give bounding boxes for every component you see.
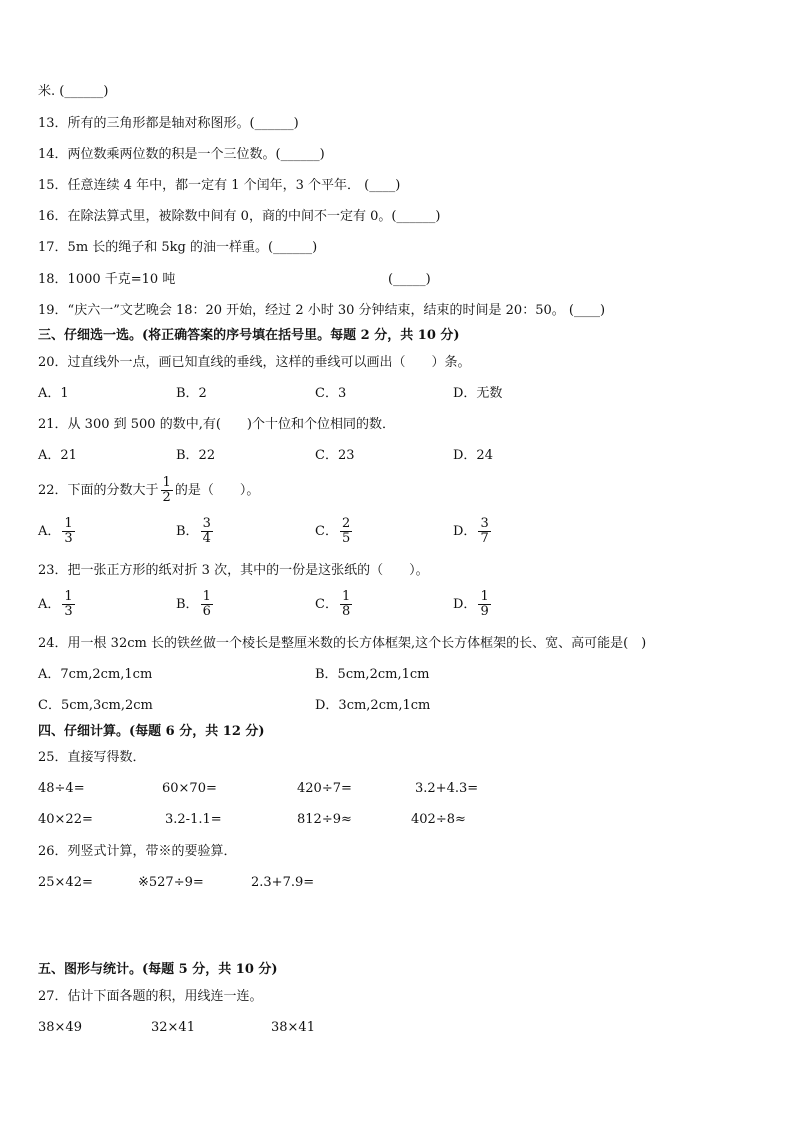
question-22-stem	[38, 476, 259, 505]
fraction-numerator: 3	[202, 516, 211, 531]
q21-option-a: A．21	[38, 448, 77, 463]
q20-option-b: B．2	[176, 386, 207, 401]
fraction-denominator: 3	[64, 531, 73, 546]
option-label: B．	[176, 524, 199, 539]
fraction-denominator: 9	[480, 604, 489, 619]
q22-stem-fraction	[161, 476, 173, 505]
q24-option-a: A．7cm,2cm,1cm	[38, 667, 153, 682]
question-18-blank: (_____)	[388, 272, 431, 287]
q23-option-d	[453, 590, 493, 619]
q25-item: 48÷4=	[38, 781, 85, 796]
question-19: 19．“庆六一”文艺晚会 18：20 开始，经过 2 小时 30 分钟结束，结束的时间是 20：50。 (____)	[38, 303, 606, 318]
section-4-title: 四、仔细计算。(每题 6 分，共 12 分)	[38, 724, 265, 739]
option-fraction	[201, 590, 213, 619]
q20-option-a: A．1	[38, 386, 69, 401]
q22-option-a	[38, 517, 77, 546]
question-27-stem: 27．估计下面各题的积，用线连一连。	[38, 989, 263, 1004]
q21-option-c: C．23	[315, 448, 355, 463]
q27-item: 32×41	[151, 1020, 195, 1035]
question-15: 15．任意连续 4 年中，都一定有 1 个闰年，3 个平年． (____)	[38, 178, 401, 193]
q22-option-c	[315, 517, 354, 546]
option-fraction	[340, 590, 352, 619]
fraction-numerator: 1	[64, 516, 73, 531]
question-23-stem: 23．把一张正方形的纸对折 3 次，其中的一份是这张纸的（ ）。	[38, 563, 429, 578]
fraction-denominator: 6	[202, 604, 211, 619]
q25-item: 402÷8≈	[411, 812, 466, 827]
fraction-numerator: 1	[64, 589, 73, 604]
option-label: D．	[453, 597, 477, 612]
option-fraction	[340, 517, 352, 546]
q24-option-b: B．5cm,2cm,1cm	[315, 667, 430, 682]
question-14: 14．两位数乘两位数的积是一个三位数。(______)	[38, 147, 325, 162]
q25-item: 60×70=	[162, 781, 217, 796]
q21-option-d: D．24	[453, 448, 493, 463]
question-16: 16．在除法算式里，被除数中间有 0，商的中间不一定有 0。(______)	[38, 209, 441, 224]
q24-option-d: D．3cm,2cm,1cm	[315, 698, 431, 713]
fraction-numerator: 1	[341, 589, 351, 604]
fraction-denominator: 8	[341, 604, 351, 619]
option-label: A．	[38, 597, 61, 612]
q23-option-c	[315, 590, 354, 619]
option-label: B．	[176, 597, 199, 612]
q22-option-b	[176, 517, 215, 546]
q21-option-b: B．22	[176, 448, 216, 463]
q20-option-c: C．3	[315, 386, 347, 401]
question-26-stem: 26．列竖式计算，带※的要验算．	[38, 844, 237, 859]
fraction-numerator: 3	[480, 516, 489, 531]
q27-item: 38×49	[38, 1020, 82, 1035]
option-label: D．	[453, 524, 477, 539]
q22-stem-post: 的是（ ）。	[174, 483, 260, 498]
q12-tail: 米. (______)	[38, 84, 109, 99]
q22-option-d	[453, 517, 493, 546]
option-label: A．	[38, 524, 61, 539]
fraction-denominator: 7	[480, 531, 489, 546]
option-label: C．	[315, 524, 338, 539]
option-fraction	[201, 517, 213, 546]
q25-item: 812÷9≈	[297, 812, 352, 827]
fraction-denominator: 4	[202, 531, 211, 546]
option-label: C．	[315, 597, 338, 612]
option-fraction	[62, 590, 74, 619]
question-20-stem: 20．过直线外一点，画已知直线的垂线，这样的垂线可以画出（ ）条。	[38, 355, 471, 370]
fraction-numerator: 1	[480, 589, 489, 604]
q25-item: 3.2-1.1=	[165, 812, 222, 827]
q24-option-c: C．5cm,3cm,2cm	[38, 698, 153, 713]
section-3-title: 三、仔细选一选。(将正确答案的序号填在括号里。每题 2 分，共 10 分)	[38, 328, 460, 343]
q26-item: 25×42=	[38, 875, 93, 890]
q26-item: ※527÷9=	[138, 875, 204, 890]
q23-option-b	[176, 590, 215, 619]
question-25-stem: 25．直接写得数．	[38, 750, 146, 765]
fraction-denominator: 3	[64, 604, 73, 619]
q23-option-a	[38, 590, 77, 619]
q25-item: 420÷7=	[297, 781, 352, 796]
fraction-numerator: 2	[341, 516, 351, 531]
q22-stem-pre: 22．下面的分数大于	[38, 483, 159, 498]
q25-item: 40×22=	[38, 812, 93, 827]
option-fraction	[478, 590, 490, 619]
q25-item: 3.2+4.3=	[415, 781, 479, 796]
q26-item: 2.3+7.9=	[251, 875, 315, 890]
fraction-denominator: 2	[162, 490, 171, 505]
option-fraction	[478, 517, 490, 546]
fraction-numerator: 1	[162, 475, 171, 490]
question-21-stem: 21．从 300 到 500 的数中,有( )个十位和个位相同的数．	[38, 417, 395, 432]
question-24-stem: 24．用一根 32cm 长的铁丝做一个棱长是整厘米数的长方体框架,这个长方体框架的长、宽、高可能是( )	[38, 636, 647, 651]
q20-option-d: D．无数	[453, 386, 503, 401]
fraction-denominator: 5	[341, 531, 351, 546]
fraction-numerator: 1	[202, 589, 211, 604]
q27-item: 38×41	[271, 1020, 315, 1035]
question-18: 18．1000 千克=10 吨	[38, 272, 176, 287]
section-5-title: 五、图形与统计。(每题 5 分，共 10 分)	[38, 962, 278, 977]
question-13: 13．所有的三角形都是轴对称图形。(______)	[38, 116, 299, 131]
question-17: 17．5m 长的绳子和 5kg 的油一样重。(______)	[38, 240, 318, 255]
option-fraction	[62, 517, 74, 546]
